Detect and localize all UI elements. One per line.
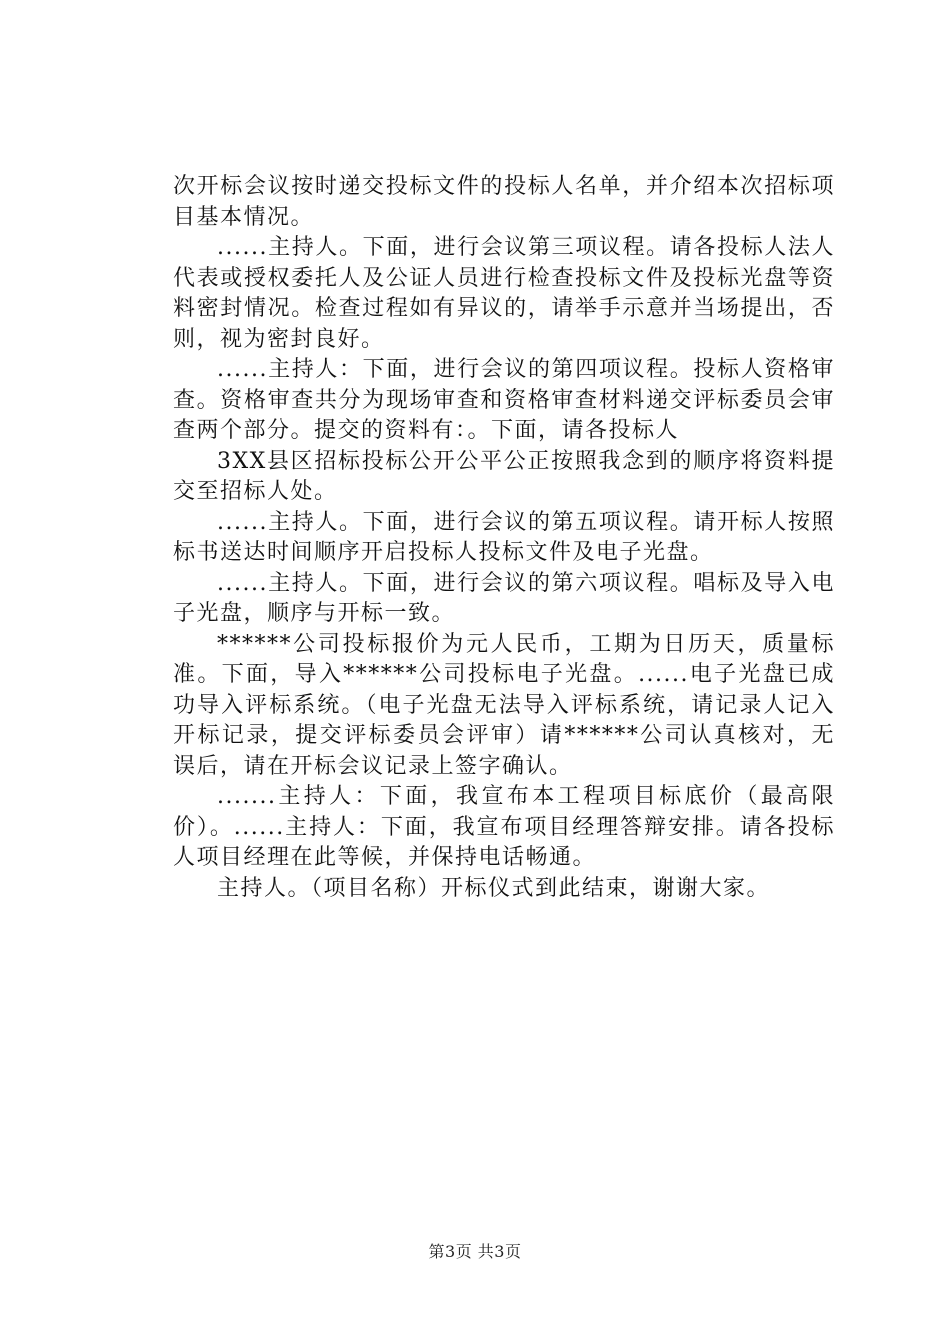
paragraph-9: 主持人。（项目名称）开标仪式到此结束，谢谢大家。	[217, 875, 771, 901]
paragraph-5: ......主持人。下面，进行会议的第五项议程。请开标人按照标书送达时间顺序开启投标人投标文件及电子光盘。	[173, 509, 835, 565]
page-footer	[0, 1242, 950, 1262]
paragraph-2: ......主持人。下面，进行会议第三项议程。请各投标人法人代表或授权委托人及公证人员进行检查投标文件及投标光盘等资料密封情况。检查过程如有异议的，请举手示意并当场提出，否则，视为密封良好。	[173, 235, 835, 352]
paragraph-8: .......主持人：下面，我宣布本工程项目标底价（最高限价）。......主持人：下面，我宣布项目经理答辩安排。请各投标人项目经理在此等候，并保持电话畅通。	[173, 784, 835, 870]
paragraph-4: 3XX县区招标投标公开公平公正按照我念到的顺序将资料提交至招标人处。	[173, 448, 835, 504]
paragraph-7: ******公司投标报价为元人民币，工期为日历天，质量标准。下面，导入******公司投标电子光盘。......电子光盘已成功导入评标系统。（电子光盘无法导入评标系统，请记录人记入开标记录，提交评标委员会评审）请******公司认真核对，无误后，请在开标会议记录上签字确认。	[173, 631, 835, 779]
paragraph-3: ......主持人：下面，进行会议的第四项议程。投标人资格审查。资格审查共分为现场审查和资格审查材料递交评标委员会审查两个部分。提交的资料有：。下面，请各投标人	[173, 357, 835, 443]
paragraph-6: ......主持人。下面，进行会议的第六项议程。唱标及导入电子光盘，顺序与开标一致。	[173, 570, 835, 626]
document-body	[173, 172, 835, 904]
paragraph-1: 次开标会议按时递交投标文件的投标人名单，并介绍本次招标项目基本情况。	[173, 174, 835, 230]
page-number-label: 第3页 共3页	[428, 1242, 522, 1261]
